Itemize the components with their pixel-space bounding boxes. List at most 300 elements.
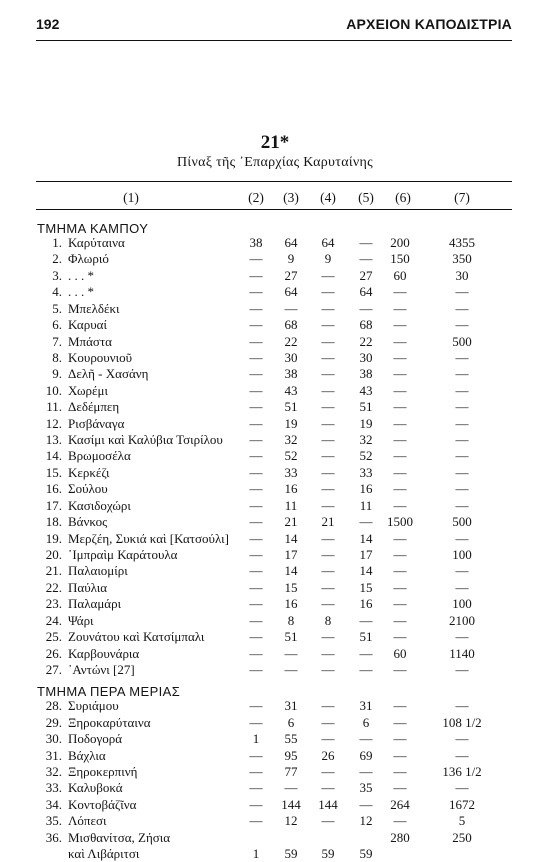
cell-c3: 51 [284,629,298,645]
table-row [0,547,550,563]
cell-c5: 51 [359,629,373,645]
cell-c2: — [249,481,263,497]
cell-c2: — [249,497,263,513]
cell-c7: 250 [452,829,472,845]
cell-c6: — [393,661,407,677]
cell-c5: — [359,235,373,250]
cell-c2: — [249,747,263,763]
table-number: 21* [260,132,290,153]
cell-c7: 500 [452,333,472,349]
cell-c6: — [393,813,407,829]
cell-c7: — [455,747,469,763]
cell-c3: 17 [284,546,298,562]
cell-c2: 1 [252,846,260,862]
table-row [0,416,550,432]
village-name: Καρβουνάρια [68,645,140,661]
cell-c6: — [393,747,407,763]
row-number: 8. [52,349,62,365]
cell-c6: 1500 [387,514,413,530]
village-name: Βάνκος [68,514,108,530]
village-name: . . . * [68,284,94,300]
cell-c2: 38 [249,235,263,250]
cell-c7: — [455,448,469,464]
cell-c4: — [321,530,335,546]
row-number: 36. [45,829,62,845]
cell-c4: — [321,448,335,464]
cell-c7: — [455,530,469,546]
table-row [0,317,550,333]
section-title: ΤΜΗΜΑ ΠΕΡΑ ΜΕΡΙΑΣ [37,684,181,700]
cell-c2: — [249,251,263,267]
table-row [0,251,550,267]
cell-c6: — [393,399,407,415]
cell-c5: 17 [359,546,373,562]
cell-c2: — [249,764,263,780]
cell-c3: 59 [284,846,298,862]
cell-c7: 5 [458,813,466,829]
cell-c2: — [249,780,263,796]
row-number: 33. [45,780,62,796]
village-name: Κουρουνιοῦ [68,349,133,365]
village-name: Ζουνάτου καὶ Κατσίμπαλι [68,629,205,645]
cell-c5: — [359,661,373,677]
cell-c3: 12 [284,813,298,829]
cell-c6: — [393,333,407,349]
row-number: 15. [45,464,62,480]
cell-c6: — [393,464,407,480]
table-row [0,698,550,714]
cell-c3: 68 [284,317,298,333]
running-header [36,16,512,36]
cell-c5: 16 [359,481,373,497]
cell-c5: 12 [359,813,373,829]
cell-c3: 8 [287,612,295,628]
cell-c5: 51 [359,399,373,415]
cell-c2: — [249,579,263,595]
village-name: Καλυβοκά [68,780,123,796]
cell-c6: — [393,382,407,398]
cell-c3: 43 [284,382,298,398]
cell-c4: — [321,415,335,431]
cell-c5: — [359,764,373,780]
cell-c7: — [455,497,469,513]
cell-c5: 14 [359,530,373,546]
cell-c7: — [455,563,469,579]
cell-c2: — [249,546,263,562]
cell-c3: 144 [281,796,301,812]
row-number: 19. [45,530,62,546]
cell-c4: — [321,661,335,677]
cell-c4: — [321,432,335,448]
cell-c7: — [455,415,469,431]
cell-c3: 6 [287,714,295,730]
cell-c3: 16 [284,481,298,497]
header-rule [36,40,512,41]
cell-c5: 52 [359,448,373,464]
cell-c4: — [321,780,335,796]
table-row [0,764,550,780]
section-title: ΤΜΗΜΑ ΚΑΜΠΟΥ [37,221,149,236]
cell-c3: — [284,780,298,796]
row-number: 22. [45,579,62,595]
cell-c2: — [249,464,263,480]
village-name: Παλαιομίρι [68,563,128,579]
village-name: Παλαμάρι [68,596,122,612]
cell-c5: 59 [359,846,373,862]
cell-c4: — [321,714,335,730]
cell-c2: — [249,514,263,530]
cell-c4: — [321,579,335,595]
table-row [0,235,550,251]
cell-c2: 1 [252,731,260,747]
cell-c6: 280 [390,829,410,845]
village-name: Συριάμου [68,698,119,714]
cell-c7: 30 [455,267,469,283]
cell-c3: 30 [284,349,298,365]
cell-c2: — [249,813,263,829]
cell-c4: 8 [324,612,332,628]
table-row [0,481,550,497]
cell-c4: — [321,764,335,780]
cell-c7: — [455,731,469,747]
row-number: 12. [45,415,62,431]
cell-c6: — [393,448,407,464]
cell-c5: 38 [359,366,373,382]
cell-c6: 60 [393,267,407,283]
row-number: 14. [45,448,62,464]
row-number: 32. [45,764,62,780]
cell-c2: — [249,612,263,628]
cell-c3: 38 [284,366,298,382]
cell-c7: — [455,284,469,300]
cell-c3: 14 [284,563,298,579]
cell-c5: 43 [359,382,373,398]
row-number: 4. [52,284,62,300]
table-row [0,284,550,300]
cell-c3: 55 [284,731,298,747]
cell-c5: 14 [359,563,373,579]
row-number: 6. [52,317,62,333]
table-row [0,448,550,464]
cell-c5: 19 [359,415,373,431]
village-name: Φλωριό [68,251,109,267]
cell-c3: — [284,661,298,677]
cell-c2: — [249,366,263,382]
cell-c3: 64 [284,235,298,250]
village-name: Βρωμοσέλα [68,448,131,464]
cell-c5: — [359,731,373,747]
village-name: Λόπεσι [68,813,107,829]
village-name: Βάχλια [68,747,106,763]
cell-c2: — [249,530,263,546]
village-name: Μπελδέκι [68,300,120,316]
cell-c3: — [284,300,298,316]
cell-c7: 136 1/2 [442,764,482,780]
table-row [0,748,550,764]
cell-c2: — [249,796,263,812]
cell-c3: 31 [284,698,298,714]
cell-c2: — [249,333,263,349]
cell-c4: — [321,333,335,349]
cell-c4: 144 [318,796,338,812]
cell-c6: 264 [390,796,410,812]
cell-c3: 27 [284,267,298,283]
cell-c4: — [321,546,335,562]
village-name: Χωρέμι [68,382,108,398]
cell-c2: — [249,432,263,448]
table-row [0,301,550,317]
row-number: 21. [45,563,62,579]
cell-c3: — [284,645,298,661]
cell-c7: — [455,349,469,365]
cell-c4: 26 [321,747,335,763]
cell-c7: 1140 [449,645,475,661]
cell-c5: 6 [362,714,370,730]
cell-c6: — [393,497,407,513]
cell-c3: 33 [284,464,298,480]
cell-c7: — [455,366,469,382]
cell-c4: — [321,645,335,661]
table-row [0,399,550,415]
village-name: Μπάστα [68,333,112,349]
table-row [0,268,550,284]
cell-c4: — [321,284,335,300]
cell-c6: — [393,415,407,431]
table-row [0,715,550,731]
cell-c2: — [249,399,263,415]
cell-c3: 19 [284,415,298,431]
cell-c4: — [321,300,335,316]
cell-c3: 9 [287,251,295,267]
table-row [0,613,550,629]
cell-c6: 150 [390,251,410,267]
cell-c6: — [393,629,407,645]
row-number: 16. [45,481,62,497]
row-number: 18. [45,514,62,530]
cell-c6: — [393,731,407,747]
row-number: 26. [45,645,62,661]
table-row [0,383,550,399]
cell-c4: — [321,813,335,829]
cell-c7: 350 [452,251,472,267]
cell-c6: — [393,612,407,628]
cell-c4: — [321,366,335,382]
village-name: Δεδέμπεη [68,399,120,415]
cell-c3: 16 [284,596,298,612]
cell-c6: 200 [390,235,410,250]
cell-c3: 32 [284,432,298,448]
cell-c5: 69 [359,747,373,763]
cell-c6: — [393,714,407,730]
cell-c7: — [455,399,469,415]
village-name: Καρυαί [68,317,107,333]
cell-c7: 1672 [449,796,475,812]
row-number: 25. [45,629,62,645]
cell-c6: — [393,764,407,780]
cell-c7: 2100 [449,612,475,628]
village-name: Παύλια [68,579,108,595]
table-row [0,465,550,481]
cell-c5: 33 [359,464,373,480]
cell-c4: 59 [321,846,335,862]
cell-c7: — [455,698,469,714]
table-row [0,366,550,382]
cell-c2: — [249,382,263,398]
table-row [0,780,550,796]
cell-c6: — [393,563,407,579]
cell-c5: 64 [359,284,373,300]
cell-c2: — [249,284,263,300]
cell-c4: — [321,382,335,398]
village-name: Σούλου [68,481,108,497]
row-number: 1. [52,235,62,250]
table-row [0,662,550,678]
cell-c7: 108 1/2 [442,714,482,730]
cell-c2: — [249,415,263,431]
row-number: 7. [52,333,62,349]
row-number: 20. [45,546,62,562]
cell-c4: 21 [321,514,335,530]
table-row [0,334,550,350]
cell-c5: 16 [359,596,373,612]
row-number: 5. [52,300,62,316]
row-number: 9. [52,366,62,382]
table-row [0,531,550,547]
row-number: 11. [46,399,62,415]
row-number: 17. [45,497,62,513]
cell-c4: — [321,629,335,645]
table-row [0,629,550,645]
table-row [0,596,550,612]
column-header-1: (1) [123,190,139,205]
row-number: 31. [45,747,62,763]
cell-c5: 11 [359,497,373,513]
row-number: 13. [45,432,62,448]
cell-c3: 95 [284,747,298,763]
row-number: 29. [45,714,62,730]
cell-c3: 22 [284,333,298,349]
cell-c7: — [455,300,469,316]
cell-c2: — [249,645,263,661]
cell-c2: — [249,448,263,464]
column-header-2: (2) [248,190,264,205]
cell-c7: — [455,661,469,677]
cell-c2: — [249,661,263,677]
table-row [0,846,550,862]
cell-c2: — [249,714,263,730]
cell-c6: — [393,596,407,612]
village-name: Ξηροκαρύταινα [68,714,151,730]
table-row [0,432,550,448]
running-title: ΑΡΧΕΙΟΝ ΚΑΠΟΔΙΣΤΡΙΑ [346,16,512,32]
village-name: Δελῆ - Χασάνη [68,366,149,382]
village-name: Καρύταινα [68,235,125,250]
cell-c5: 30 [359,349,373,365]
cell-c3: 15 [284,579,298,595]
cell-c7: 100 [452,596,472,612]
village-name: Ψάρι [68,612,94,628]
village-name: Κοντοβάζῖνα [68,796,137,812]
cell-c6: — [393,530,407,546]
cell-c3: 11 [284,497,298,513]
column-header-5: (5) [358,190,374,205]
cell-c7: — [455,481,469,497]
cell-c2: — [249,300,263,316]
column-header-3: (3) [283,190,299,205]
cell-c7: — [455,579,469,595]
cell-c6: — [393,780,407,796]
cell-c4: — [321,698,335,714]
village-name: Κασίμι καὶ Καλύβια Τσιρίλου [68,432,223,448]
row-number: 2. [52,251,62,267]
row-number: 34. [45,796,62,812]
cell-c2: — [249,317,263,333]
cell-c6: — [393,366,407,382]
cell-c7: — [455,382,469,398]
cell-c4: — [321,399,335,415]
cell-c6: — [393,546,407,562]
column-header-4: (4) [320,190,336,205]
cell-c3: 64 [284,284,298,300]
cell-c4: — [321,596,335,612]
village-name: Κερκέζι [68,464,110,480]
cell-c5: 22 [359,333,373,349]
row-number: 23. [45,596,62,612]
cell-c5: — [359,612,373,628]
cell-c3: 77 [284,764,298,780]
cell-c4: — [321,497,335,513]
table-row [0,514,550,530]
cell-c2: — [249,596,263,612]
cell-c5: — [359,251,373,267]
cell-c7: 100 [452,546,472,562]
table-row [0,731,550,747]
table-row [0,563,550,579]
village-name: Ξηροκερπινή [68,764,138,780]
cell-c6: — [393,698,407,714]
village-name: Κασιδοχώρι [68,497,131,513]
table-header-rule [36,209,512,210]
cell-c6: — [393,481,407,497]
row-number: 24. [45,612,62,628]
cell-c6: — [393,284,407,300]
cell-c7: 500 [452,514,472,530]
cell-c7: — [455,464,469,480]
row-number: 35. [45,813,62,829]
table-row [0,350,550,366]
cell-c5: — [359,514,373,530]
cell-c2: — [249,349,263,365]
cell-c5: — [359,300,373,316]
cell-c7: 4355 [449,235,475,250]
cell-c5: 15 [359,579,373,595]
cell-c4: — [321,317,335,333]
village-name: ᾿Αντώνι [27] [68,661,135,677]
village-name: . . . * [68,267,94,283]
cell-c3: 21 [284,514,298,530]
cell-c6: 60 [393,645,407,661]
cell-c7: — [455,317,469,333]
table-row [0,813,550,829]
cell-c5: 35 [359,780,373,796]
cell-c4: — [321,349,335,365]
cell-c4: 9 [324,251,332,267]
row-number: 10. [45,382,62,398]
cell-c6: — [393,317,407,333]
cell-c7: — [455,780,469,796]
cell-c2: — [249,629,263,645]
village-name: Μισθανίτσα, Ζήσια [68,829,171,845]
